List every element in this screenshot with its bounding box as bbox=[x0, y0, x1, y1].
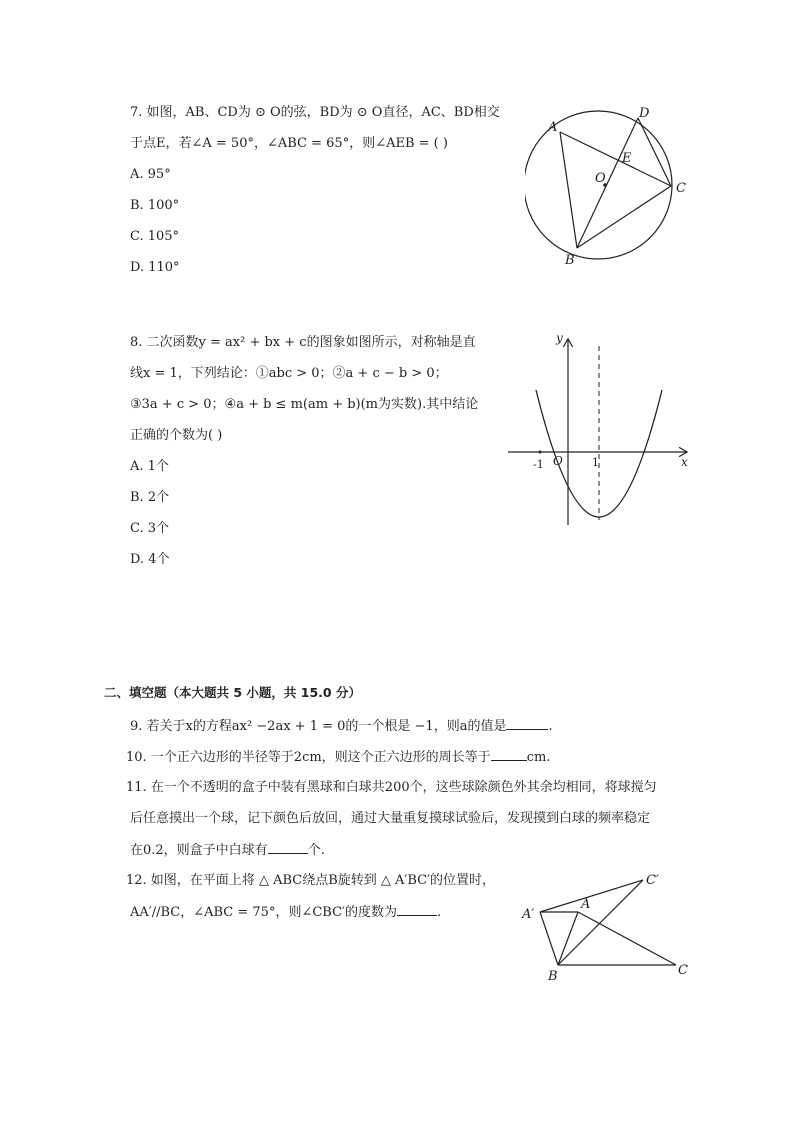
label-a: A bbox=[581, 897, 591, 912]
q8-option-b: B. 2个 bbox=[130, 490, 170, 505]
q8-line-4: 正确的个数为( ) bbox=[130, 428, 223, 443]
q7-option-a: A. 95° bbox=[130, 167, 171, 182]
label-e: E bbox=[622, 151, 632, 166]
q11-line-1: 11. 在一个不透明的盒子中装有黑球和白球共200个，这些球除颜色外其余均相同，将球搅匀 bbox=[126, 780, 657, 795]
label-a-prime: A′ bbox=[522, 907, 535, 922]
q8-option-c: C. 3个 bbox=[130, 521, 170, 536]
segment-ba bbox=[558, 912, 578, 965]
q11-line-2: 后任意摸出一个球，记下颜色后放回，通过大量重复摸球试验后，发现摸到白球的频率稳定 bbox=[130, 811, 651, 826]
label-o: O bbox=[595, 171, 606, 186]
q8-line-1: 8. 二次函数y = ax² + bx + c的图象如图所示，对称轴是直 bbox=[130, 335, 476, 350]
q10-answer-blank[interactable] bbox=[491, 748, 527, 761]
q9-answer-blank[interactable] bbox=[506, 717, 548, 730]
segment-ac bbox=[560, 132, 671, 186]
segment-ab bbox=[560, 132, 577, 248]
q12-end: . bbox=[436, 905, 442, 920]
q8-option-a: A. 1个 bbox=[130, 459, 169, 474]
label-c-prime: C′ bbox=[646, 873, 659, 888]
q9-end: . bbox=[548, 719, 553, 734]
segment-ac bbox=[578, 912, 676, 965]
label-d: D bbox=[639, 106, 650, 121]
q8-parabola-figure bbox=[500, 330, 700, 530]
q10-end: cm. bbox=[526, 750, 551, 765]
label-x: x bbox=[681, 455, 688, 469]
label-c: C bbox=[676, 181, 686, 196]
segment-a1b bbox=[540, 912, 558, 965]
q11-text: 在0.2，则盒子中白球有 bbox=[130, 843, 268, 858]
q12-line-2 bbox=[130, 903, 441, 922]
q8-line-2: 线x = 1，下列结论：①abc > 0；②a + c − b > 0； bbox=[130, 366, 448, 381]
q9-text: 9. 若关于x的方程ax² −2ax + 1 = 0的一个根是 −1，则a的值是 bbox=[130, 719, 507, 734]
q12-line-1: 12. 如图，在平面上将 △ ABC绕点B旋转到 △ A′BC′的位置时， bbox=[126, 873, 496, 888]
q7-line-1: 7. 如图，AB、CD为 ⊙ O的弦，BD为 ⊙ O直径，AC、BD相交 bbox=[130, 105, 500, 120]
q7-circle-figure bbox=[525, 100, 705, 270]
label-origin: O bbox=[553, 454, 563, 468]
label-y: y bbox=[556, 331, 563, 345]
q8-line-3: ③3a + c > 0；④a + b ≤ m(am + b)(m为实数).其中结论 bbox=[130, 397, 479, 412]
point-neg1 bbox=[539, 451, 542, 454]
q12-rotation-figure bbox=[518, 866, 698, 984]
q10-line bbox=[126, 748, 550, 767]
label-a: A bbox=[548, 120, 558, 135]
q12-answer-blank[interactable] bbox=[397, 903, 437, 916]
q12-text: AA′//BC，∠ABC = 75°，则∠CBC′的度数为 bbox=[130, 905, 397, 920]
label-b: B bbox=[548, 969, 558, 984]
q7-option-b: B. 100° bbox=[130, 198, 180, 213]
q7-line-2: 于点E，若∠A = 50°，∠ABC = 65°，则∠AEB = ( ) bbox=[130, 136, 448, 151]
q11-answer-blank[interactable] bbox=[268, 841, 308, 854]
q11-line-3 bbox=[130, 841, 325, 860]
q9-line bbox=[130, 717, 553, 736]
q10-text: 10. 一个正六边形的半径等于2cm，则这个正六边形的周长等于 bbox=[126, 750, 491, 765]
segment-dc bbox=[638, 118, 671, 186]
q7-option-d: D. 110° bbox=[130, 260, 180, 275]
label-one: 1 bbox=[592, 456, 599, 469]
section-2-title: 二、填空题（本大题共 5 小题，共 15.0 分） bbox=[104, 685, 361, 700]
label-b: B bbox=[565, 253, 575, 268]
q7-option-c: C. 105° bbox=[130, 229, 180, 244]
q11-end: 个. bbox=[307, 843, 325, 858]
q8-option-d: D. 4个 bbox=[130, 552, 170, 567]
label-neg1: -1 bbox=[533, 458, 544, 471]
label-c: C bbox=[678, 963, 688, 978]
